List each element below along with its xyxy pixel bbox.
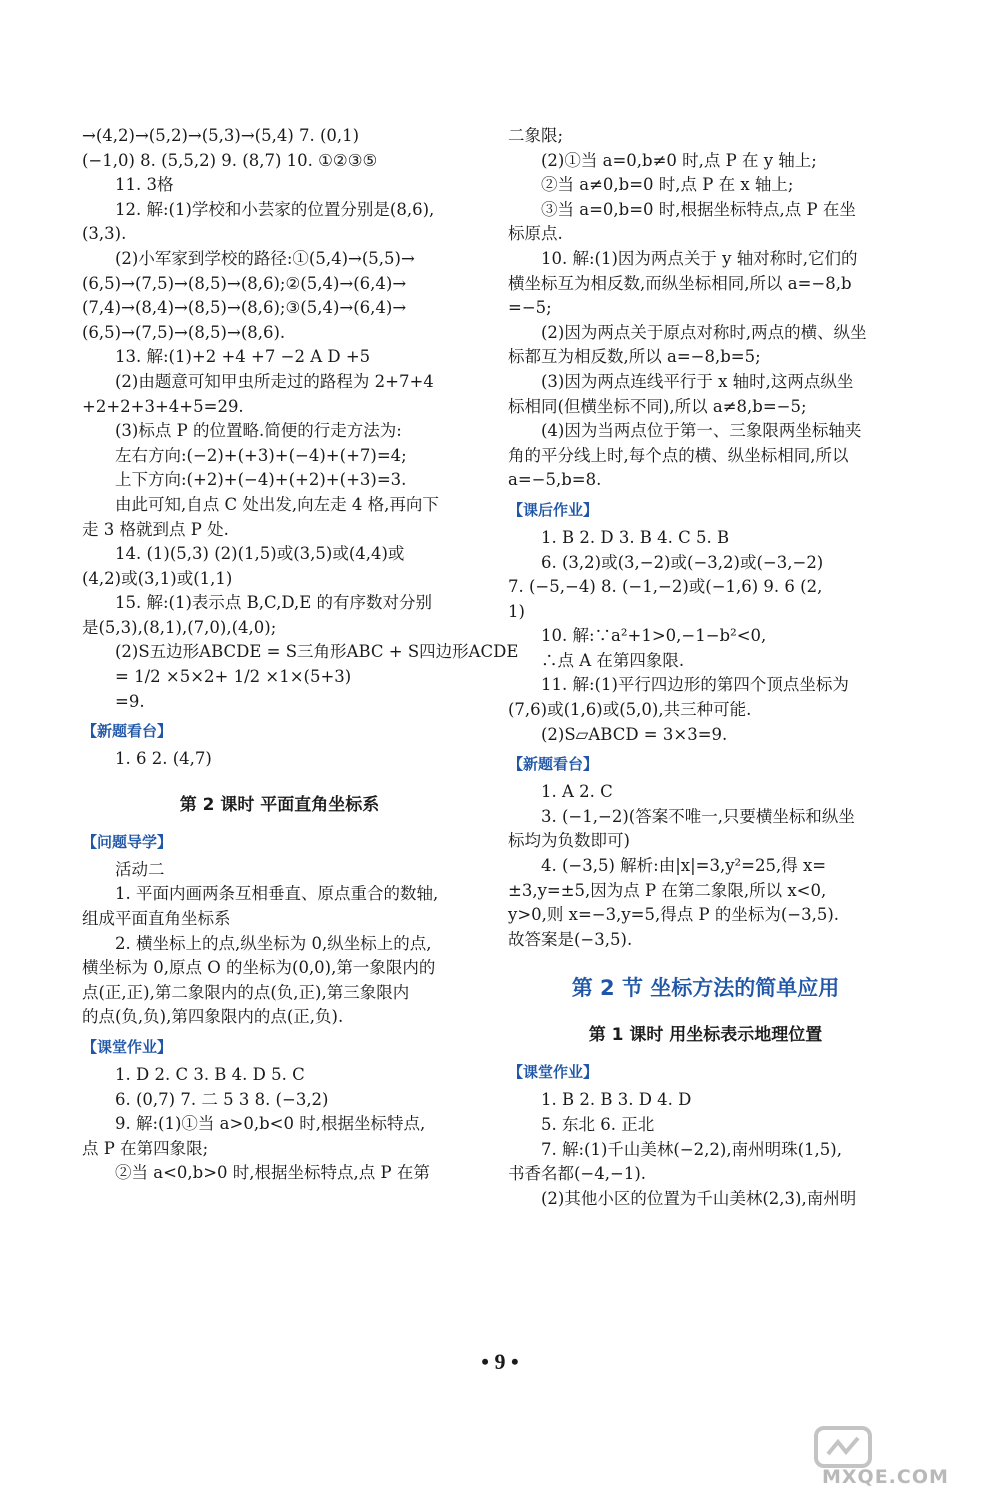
text-line: 1. B 2. B 3. D 4. D bbox=[541, 1090, 692, 1110]
text-line: 9. 解:(1)①当 a>0,b<0 时,根据坐标特点, bbox=[115, 1114, 426, 1134]
text-line: a=−5,b=8. bbox=[508, 470, 602, 490]
text-line: 活动二 bbox=[115, 859, 165, 879]
text-line: 7. (−5,−4) 8. (−1,−2)或(−1,6) 9. 6 (2, bbox=[508, 577, 823, 597]
page-number: • 9 • bbox=[481, 1349, 519, 1374]
text-line: (7,4)→(8,4)→(8,5)→(8,6);③(5,4)→(6,4)→ bbox=[82, 298, 407, 318]
text-line: 4. (−3,5) 解析:由|x|=3,y²=25,得 x= bbox=[541, 856, 827, 876]
text-line: 标都互为相反数,所以 a=−8,b=5; bbox=[508, 347, 761, 367]
text-line: 标原点. bbox=[508, 224, 563, 244]
text-line: (2)①当 a=0,b≠0 时,点 P 在 y 轴上; bbox=[541, 150, 817, 170]
text-line: ②当 a≠0,b=0 时,点 P 在 x 轴上; bbox=[541, 175, 794, 195]
text-line: 14. (1)(5,3) (2)(1,5)或(3,5)或(4,4)或 bbox=[115, 544, 405, 564]
text-block bbox=[508, 526, 903, 747]
text-line: 故答案是(−3,5). bbox=[508, 929, 633, 949]
text-line: 标相同(但横坐标不同),所以 a≠8,b=−5; bbox=[508, 396, 807, 416]
text-line: 11. 解:(1)平行四边形的第四个顶点坐标为 bbox=[541, 675, 849, 695]
text-line: (4,2)或(3,1)或(1,1) bbox=[82, 568, 233, 588]
section-tag-guided-study: 【问题导学】 bbox=[82, 832, 173, 851]
lesson-title: 第 1 课时 用坐标表示地理位置 bbox=[588, 1025, 823, 1046]
text-line: 1. A 2. C bbox=[541, 782, 613, 802]
text-line: 1. 平面内画两条互相垂直、原点重合的数轴, bbox=[115, 884, 439, 904]
text-line: =−5; bbox=[508, 298, 552, 318]
text-line: (3,3). bbox=[82, 224, 127, 244]
text-line: (3)标点 P 的位置略.简便的行走方法为: bbox=[115, 421, 402, 441]
text-line: 二象限; bbox=[508, 126, 564, 145]
text-line: ②当 a<0,b>0 时,根据坐标特点,点 P 在第 bbox=[115, 1163, 430, 1183]
text-line: 由此可知,自点 C 处出发,向左走 4 格,再向下 bbox=[115, 494, 439, 514]
text-line: 角的平分线上时,每个点的横、纵坐标相同,所以 bbox=[508, 445, 849, 465]
text-line: 11. 3格 bbox=[115, 175, 174, 195]
text-line: 点 P 在第四象限; bbox=[82, 1138, 209, 1158]
text-block bbox=[508, 124, 903, 493]
text-line: (2)小军家到学校的路径:①(5,4)→(5,5)→ bbox=[115, 248, 415, 268]
text-line: +2+2+3+4+5=29. bbox=[82, 396, 244, 416]
text-line: = 1/2 ×5×2+ 1/2 ×1×(5+3) bbox=[115, 667, 352, 687]
text-line: ③当 a=0,b=0 时,根据坐标特点,点 P 在坐 bbox=[541, 199, 856, 219]
section-tag-new-questions: 【新题看台】 bbox=[508, 755, 599, 774]
text-line: 6. (3,2)或(3,−2)或(−3,2)或(−3,−2) bbox=[541, 552, 824, 572]
text-block bbox=[82, 747, 477, 772]
text-line: ±3,y=±5,因为点 P 在第二象限,所以 x<0, bbox=[508, 880, 827, 900]
text-block bbox=[82, 1063, 477, 1186]
text-line: 12. 解:(1)学校和小芸家的位置分别是(8,6), bbox=[115, 199, 435, 219]
text-line: (2)其他小区的位置为千山美林(2,3),南州明 bbox=[541, 1188, 857, 1208]
text-line: ∴点 A 在第四象限. bbox=[541, 650, 685, 670]
text-line: 5. 东北 6. 正北 bbox=[541, 1115, 655, 1134]
text-line: (2)由题意可知甲虫所走过的路程为 2+7+4 bbox=[115, 371, 434, 391]
text-line: 组成平面直角坐标系 bbox=[82, 909, 231, 929]
text-line: 上下方向:(+2)+(−4)+(+2)+(+3)=3. bbox=[115, 470, 407, 490]
watermark-text: MXQE.COM bbox=[822, 1466, 949, 1488]
section-tag-new-questions: 【新题看台】 bbox=[82, 722, 173, 741]
text-line: 10. 解:∵a²+1>0,−1−b²<0, bbox=[541, 626, 767, 646]
text-line: 横坐标为 0,原点 O 的坐标为(0,0),第一象限内的 bbox=[82, 958, 436, 978]
lesson-title: 第 2 课时 平面直角坐标系 bbox=[179, 794, 380, 815]
left-lines bbox=[82, 124, 519, 714]
text-line: 是(5,3),(8,1),(7,0),(4,0); bbox=[82, 617, 277, 637]
left-column bbox=[82, 124, 519, 1186]
text-line: 1. 6 2. (4,7) bbox=[115, 749, 212, 769]
text-line: 标均为负数即可) bbox=[508, 831, 630, 851]
text-line: 书香名都(−4,−1). bbox=[508, 1164, 647, 1184]
text-line: 1. D 2. C 3. B 4. D 5. C bbox=[115, 1065, 305, 1084]
text-line: 13. 解:(1)+2 +4 +7 −2 A D +5 bbox=[115, 347, 371, 367]
text-line: =9. bbox=[115, 691, 145, 711]
text-line: 6. (0,7) 7. 二 5 3 8. (−3,2) bbox=[115, 1089, 329, 1109]
text-line: 左右方向:(−2)+(+3)+(−4)+(+7)=4; bbox=[115, 445, 407, 465]
text-line: (2)因为两点关于原点对称时,两点的横、纵坐 bbox=[541, 322, 867, 342]
text-line: 15. 解:(1)表示点 B,C,D,E 的有序数对分别 bbox=[115, 593, 432, 613]
text-line: (7,6)或(1,6)或(5,0),共三种可能. bbox=[508, 700, 752, 720]
text-line: (4)因为当两点位于第一、三象限两坐标轴夹 bbox=[541, 421, 862, 441]
text-line: y>0,则 x=−3,y=5,得点 P 的坐标为(−3,5). bbox=[508, 905, 839, 925]
text-block bbox=[82, 858, 477, 1030]
text-line: (2)S五边形ABCDE = S三角形ABC + S四边形ACDE bbox=[115, 642, 519, 662]
text-line: (−1,0) 8. (5,5,2) 9. (8,7) 10. ①②③⑤ bbox=[82, 150, 378, 170]
text-line: 3. (−1,−2)(答案不唯一,只要横坐标和纵坐 bbox=[541, 806, 855, 826]
text-line: 10. 解:(1)因为两点关于 y 轴对称时,它们的 bbox=[541, 248, 858, 268]
watermark-icon bbox=[812, 1422, 874, 1472]
text-block bbox=[508, 780, 903, 952]
text-line: (2)S▱ABCD = 3×3=9. bbox=[541, 724, 728, 744]
text-line: 的点(负,负),第四象限内的点(正,负). bbox=[82, 1007, 344, 1027]
section-tag-classwork: 【课堂作业】 bbox=[82, 1038, 173, 1056]
watermark-logo bbox=[812, 1418, 992, 1490]
text-line: 横坐标互为相反数,而纵坐标相同,所以 a=−8,b bbox=[508, 273, 852, 293]
text-line: (6,5)→(7,5)→(8,5)→(8,6). bbox=[82, 322, 286, 342]
text-line: (6,5)→(7,5)→(8,5)→(8,6);②(5,4)→(6,4)→ bbox=[82, 273, 407, 293]
text-line: 1) bbox=[508, 601, 525, 621]
text-line: 走 3 格就到点 P 处. bbox=[82, 519, 229, 539]
text-line: →(4,2)→(5,2)→(5,3)→(5,4) 7. (0,1) bbox=[82, 126, 360, 145]
section-tag-homework: 【课后作业】 bbox=[508, 500, 599, 519]
text-line: 7. 解:(1)千山美林(−2,2),南州明珠(1,5), bbox=[541, 1139, 842, 1159]
text-line: (3)因为两点连线平行于 x 轴时,这两点纵坐 bbox=[541, 371, 854, 391]
text-block bbox=[508, 1088, 903, 1211]
section-tag-classwork: 【课堂作业】 bbox=[508, 1063, 599, 1082]
right-column bbox=[508, 124, 903, 1211]
section-title: 第 2 节 坐标方法的简单应用 bbox=[571, 976, 840, 1001]
text-line: 2. 横坐标上的点,纵坐标为 0,纵坐标上的点, bbox=[115, 933, 432, 953]
text-line: 1. B 2. D 3. B 4. C 5. B bbox=[541, 527, 730, 547]
text-line: 点(正,正),第二象限内的点(负,正),第三象限内 bbox=[82, 982, 410, 1002]
